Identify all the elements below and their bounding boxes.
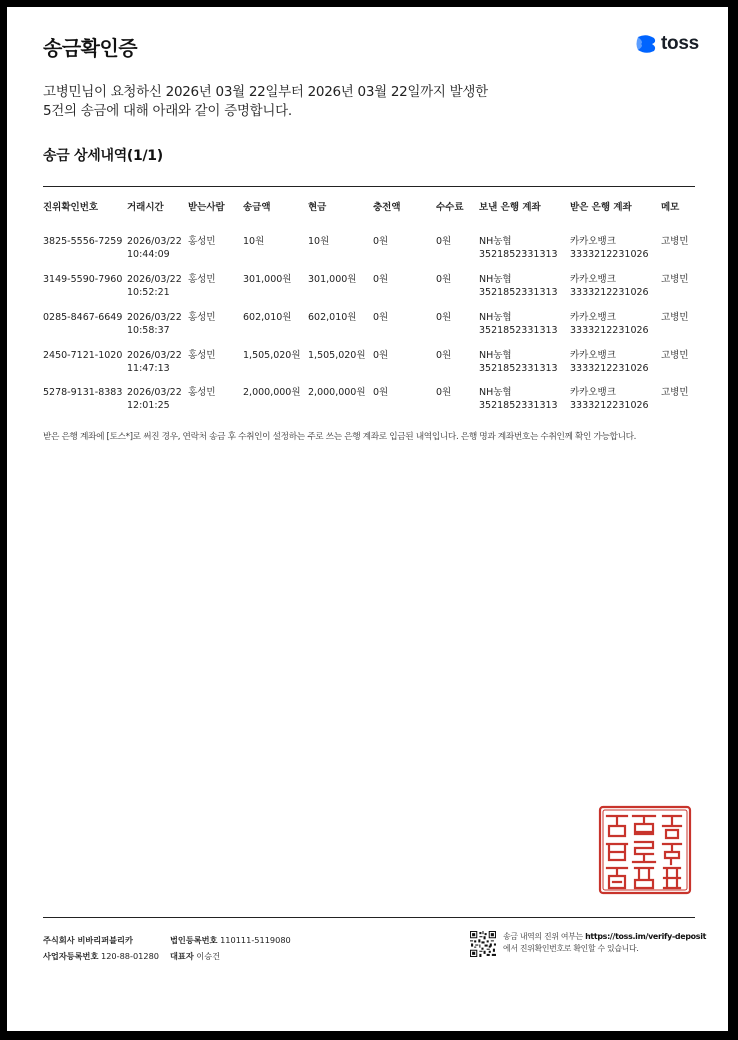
cell-to-account bbox=[570, 235, 649, 261]
cell-from-acct: 3521852331313 bbox=[479, 400, 558, 411]
cell-from-account bbox=[479, 311, 558, 337]
cell-amount: 2,000,000원 bbox=[243, 387, 301, 398]
biz-reg-label: 사업자등록번호 bbox=[43, 951, 99, 961]
cell-to-acct: 3333212231026 bbox=[570, 249, 649, 260]
company-info-line-2 bbox=[43, 948, 221, 964]
cell-id: 5278-9131-8383 bbox=[43, 387, 123, 398]
table-row bbox=[43, 311, 703, 341]
cell-from-bank: NH농협 bbox=[479, 274, 512, 285]
verification-notice bbox=[503, 931, 706, 955]
cell-charge: 0원 bbox=[373, 387, 389, 398]
cell-from-bank: NH농협 bbox=[479, 312, 512, 323]
cell-datetime bbox=[127, 311, 182, 337]
company-seal-stamp bbox=[597, 804, 693, 896]
cell-to-bank: 카카오뱅크 bbox=[570, 387, 616, 398]
cell-charge: 0원 bbox=[373, 236, 389, 247]
company-info bbox=[43, 932, 291, 964]
cell-to-acct: 3333212231026 bbox=[570, 287, 649, 298]
cell-datetime bbox=[127, 273, 182, 299]
cell-memo: 고병민 bbox=[661, 312, 689, 323]
verification-line-2: 에서 진위확인번호로 확인할 수 있습니다. bbox=[503, 944, 639, 953]
cell-memo: 고병민 bbox=[661, 236, 689, 247]
table-row bbox=[43, 273, 703, 303]
cell-date: 2026/03/22 bbox=[127, 274, 182, 285]
ceo-name: 이승건 bbox=[196, 951, 221, 961]
document-title: 송금확인증 bbox=[43, 36, 138, 60]
corp-reg-value: 110111-5119080 bbox=[220, 935, 291, 945]
cell-cash: 602,010원 bbox=[308, 312, 357, 323]
cell-to-account bbox=[570, 349, 649, 375]
cell-cash: 301,000원 bbox=[308, 274, 357, 285]
table-row bbox=[43, 349, 703, 379]
cell-charge: 0원 bbox=[373, 350, 389, 361]
cell-receiver: 홍성민 bbox=[188, 387, 216, 398]
intro-line-1: 고병민님이 요청하신 2026년 03월 22일부터 2026년 03월 22일까지 발생한 bbox=[43, 84, 488, 100]
corp-reg-number bbox=[170, 932, 291, 948]
header-id: 진위확인번호 bbox=[43, 202, 99, 213]
cell-fee: 0원 bbox=[436, 312, 452, 323]
cell-amount: 10원 bbox=[243, 236, 265, 247]
cell-id: 2450-7121-1020 bbox=[43, 350, 123, 361]
toss-logo bbox=[635, 33, 699, 55]
cell-memo: 고병민 bbox=[661, 350, 689, 361]
header-cash: 현금 bbox=[308, 202, 327, 213]
cell-amount: 1,505,020원 bbox=[243, 350, 301, 361]
section-title: 송금 상세내역(1/1) bbox=[43, 148, 163, 164]
corp-reg-label: 법인등록번호 bbox=[170, 935, 218, 945]
cell-memo: 고병민 bbox=[661, 274, 689, 285]
cell-amount: 602,010원 bbox=[243, 312, 292, 323]
cell-from-bank: NH농협 bbox=[479, 350, 512, 361]
cell-to-bank: 카카오뱅크 bbox=[570, 236, 616, 247]
cell-to-bank: 카카오뱅크 bbox=[570, 350, 616, 361]
header-charge: 충전액 bbox=[373, 202, 401, 213]
cell-charge: 0원 bbox=[373, 312, 389, 323]
toss-logo-text: toss bbox=[661, 33, 699, 54]
cell-from-account bbox=[479, 386, 558, 412]
cell-id: 3825-5556-7259 bbox=[43, 236, 123, 247]
biz-reg-value: 120-88-01280 bbox=[100, 951, 159, 961]
table-footnote: 받은 은행 계좌에 [토스*]로 써진 경우, 연락처 송금 후 수취인이 설정하는 주로 쓰는 은행 계좌로 입금된 내역입니다. 은행 명과 계좌번호는 수취인께 확인 가능합니다. bbox=[43, 432, 637, 442]
cell-from-acct: 3521852331313 bbox=[479, 363, 558, 374]
cell-from-account bbox=[479, 273, 558, 299]
cell-from-acct: 3521852331313 bbox=[479, 249, 558, 260]
cell-to-account bbox=[570, 311, 649, 337]
cell-time: 11:47:13 bbox=[127, 363, 170, 374]
cell-to-acct: 3333212231026 bbox=[570, 363, 649, 374]
cell-cash: 2,000,000원 bbox=[308, 387, 366, 398]
header-time: 거래시간 bbox=[127, 202, 164, 213]
cell-id: 0285-8467-6649 bbox=[43, 312, 123, 323]
cell-time: 12:01:25 bbox=[127, 400, 170, 411]
cell-to-bank: 카카오뱅크 bbox=[570, 312, 616, 323]
verification-prefix: 송금 내역의 진위 여부는 bbox=[503, 932, 586, 941]
ceo bbox=[170, 948, 220, 964]
cell-receiver: 홍성민 bbox=[188, 312, 216, 323]
table-row bbox=[43, 386, 703, 416]
cell-date: 2026/03/22 bbox=[127, 387, 182, 398]
cell-from-acct: 3521852331313 bbox=[479, 287, 558, 298]
certificate-page bbox=[7, 7, 728, 1031]
cell-fee: 0원 bbox=[436, 236, 452, 247]
verification-url-link[interactable]: https://toss.im/verify-deposit bbox=[585, 932, 707, 941]
table-row bbox=[43, 235, 703, 265]
cell-receiver: 홍성민 bbox=[188, 350, 216, 361]
cell-from-bank: NH농협 bbox=[479, 236, 512, 247]
intro-text bbox=[43, 83, 703, 121]
cell-fee: 0원 bbox=[436, 387, 452, 398]
cell-receiver: 홍성민 bbox=[188, 274, 216, 285]
verification-line-1 bbox=[503, 931, 706, 943]
toss-logo-icon bbox=[635, 34, 657, 54]
cell-time: 10:44:09 bbox=[127, 249, 170, 260]
cell-amount: 301,000원 bbox=[243, 274, 292, 285]
company-info-line-1 bbox=[43, 932, 291, 948]
cell-fee: 0원 bbox=[436, 274, 452, 285]
cell-fee: 0원 bbox=[436, 350, 452, 361]
cell-from-account bbox=[479, 349, 558, 375]
cell-to-acct: 3333212231026 bbox=[570, 400, 649, 411]
cell-to-bank: 카카오뱅크 bbox=[570, 274, 616, 285]
cell-date: 2026/03/22 bbox=[127, 236, 182, 247]
header-fee: 수수료 bbox=[436, 202, 464, 213]
cell-to-acct: 3333212231026 bbox=[570, 325, 649, 336]
cell-from-bank: NH농협 bbox=[479, 387, 512, 398]
cell-charge: 0원 bbox=[373, 274, 389, 285]
cell-time: 10:58:37 bbox=[127, 325, 170, 336]
header-from-account: 보낸 은행 계좌 bbox=[479, 202, 541, 213]
header-memo: 메모 bbox=[661, 202, 680, 213]
header-to-account: 받은 은행 계좌 bbox=[570, 202, 632, 213]
cell-date: 2026/03/22 bbox=[127, 312, 182, 323]
cell-date: 2026/03/22 bbox=[127, 350, 182, 361]
cell-from-account bbox=[479, 235, 558, 261]
cell-memo: 고병민 bbox=[661, 387, 689, 398]
footer-divider bbox=[43, 917, 695, 918]
cell-datetime bbox=[127, 349, 182, 375]
cell-from-acct: 3521852331313 bbox=[479, 325, 558, 336]
cell-receiver: 홍성민 bbox=[188, 236, 216, 247]
cell-datetime bbox=[127, 386, 182, 412]
header-amount: 송금액 bbox=[243, 202, 271, 213]
header-receiver: 받는사람 bbox=[188, 202, 225, 213]
cell-cash: 1,505,020원 bbox=[308, 350, 366, 361]
company-name: 주식회사 비바리퍼블리카 bbox=[43, 935, 133, 945]
cell-cash: 10원 bbox=[308, 236, 330, 247]
cell-time: 10:52:21 bbox=[127, 287, 170, 298]
table-top-divider bbox=[43, 186, 695, 187]
ceo-label: 대표자 bbox=[170, 951, 194, 961]
cell-datetime bbox=[127, 235, 182, 261]
cell-id: 3149-5590-7960 bbox=[43, 274, 123, 285]
cell-to-account bbox=[570, 386, 649, 412]
qr-code-icon[interactable] bbox=[470, 931, 496, 957]
cell-to-account bbox=[570, 273, 649, 299]
intro-line-2: 5건의 송금에 대해 아래와 같이 증명합니다. bbox=[43, 103, 292, 119]
